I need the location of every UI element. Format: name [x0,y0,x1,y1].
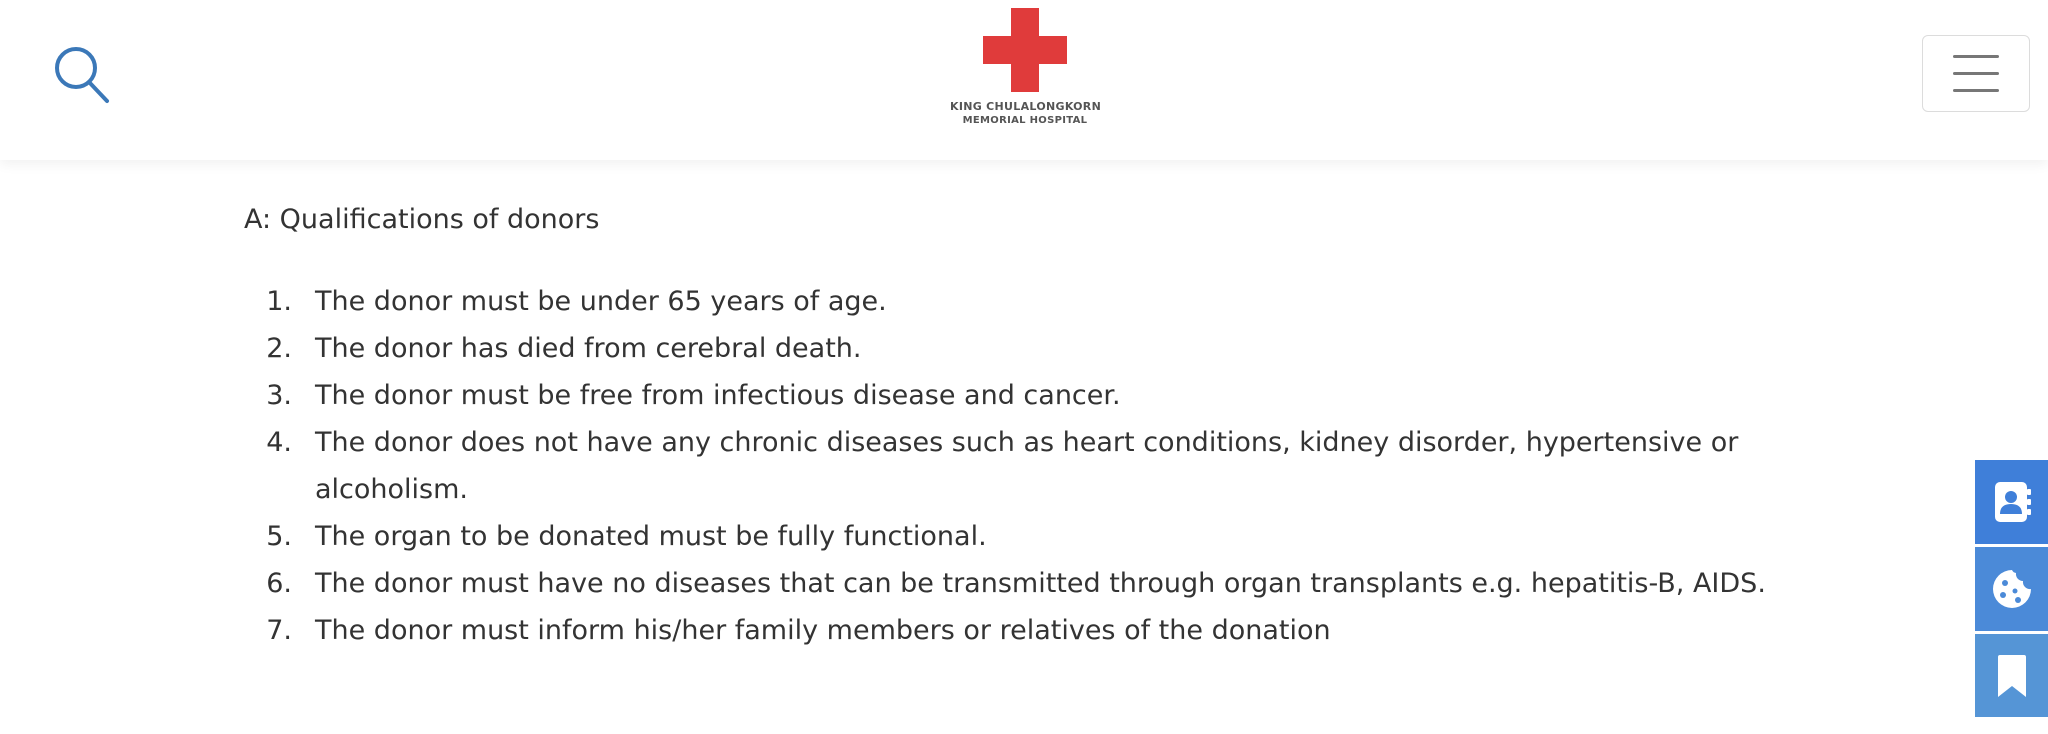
contact-tab[interactable] [1975,460,2048,544]
list-item-text: The donor must be free from infectious disease and cancer. [315,380,1121,411]
bookmark-tab[interactable] [1975,634,2048,717]
list-item [244,560,1784,607]
list-item-number: 3. [266,380,292,411]
list-item-text: The donor must inform his/her family members or relatives of the donation [315,615,1331,646]
list-item [244,372,1784,419]
menu-button[interactable] [1922,35,2030,112]
list-item-number: 1. [266,286,292,317]
cookie-settings-tab[interactable] [1975,547,2048,631]
list-item [244,419,1784,513]
hospital-logo[interactable] [950,8,1100,136]
logo-text-line2: MEMORIAL HOSPITAL [962,115,1088,126]
hamburger-menu-icon-bar [1953,89,1999,92]
list-item-text: The donor must have no diseases that can be transmitted through organ transplants e.g. hepatitis-B, AIDS. [315,568,1766,599]
list-item [244,278,1784,325]
list-item-number: 5. [266,521,292,552]
search-icon [52,44,114,106]
floating-side-tabs [1975,460,2048,720]
hamburger-menu-icon-bar [1953,55,1999,58]
contact-book-icon [1992,480,2032,524]
search-button[interactable] [52,44,114,106]
list-item-number: 7. [266,615,292,646]
list-item [244,513,1784,560]
list-item [244,607,1784,654]
list-item-number: 4. [266,427,292,458]
list-item [244,325,1784,372]
qualifications-list [244,278,1784,654]
list-item-text: The donor must be under 65 years of age. [315,286,887,317]
bookmark-icon [1995,654,2029,698]
site-header [0,0,2048,160]
hamburger-menu-icon-bar [1953,72,1999,75]
list-item-text: The donor has died from cerebral death. [315,333,862,364]
list-item-number: 2. [266,333,292,364]
list-item-number: 6. [266,568,292,599]
main-content [244,200,1784,654]
cookie-icon [1990,567,2034,611]
list-item-text: The donor does not have any chronic diseases such as heart conditions, kidney disorder, hypertensive or alcoholism. [315,427,1739,505]
list-item-text: The organ to be donated must be fully functional. [315,521,987,552]
red-cross-icon [983,8,1067,92]
logo-text-line1: KING CHULALONGKORN [950,100,1102,113]
section-heading: A: Qualifications of donors [244,204,600,235]
